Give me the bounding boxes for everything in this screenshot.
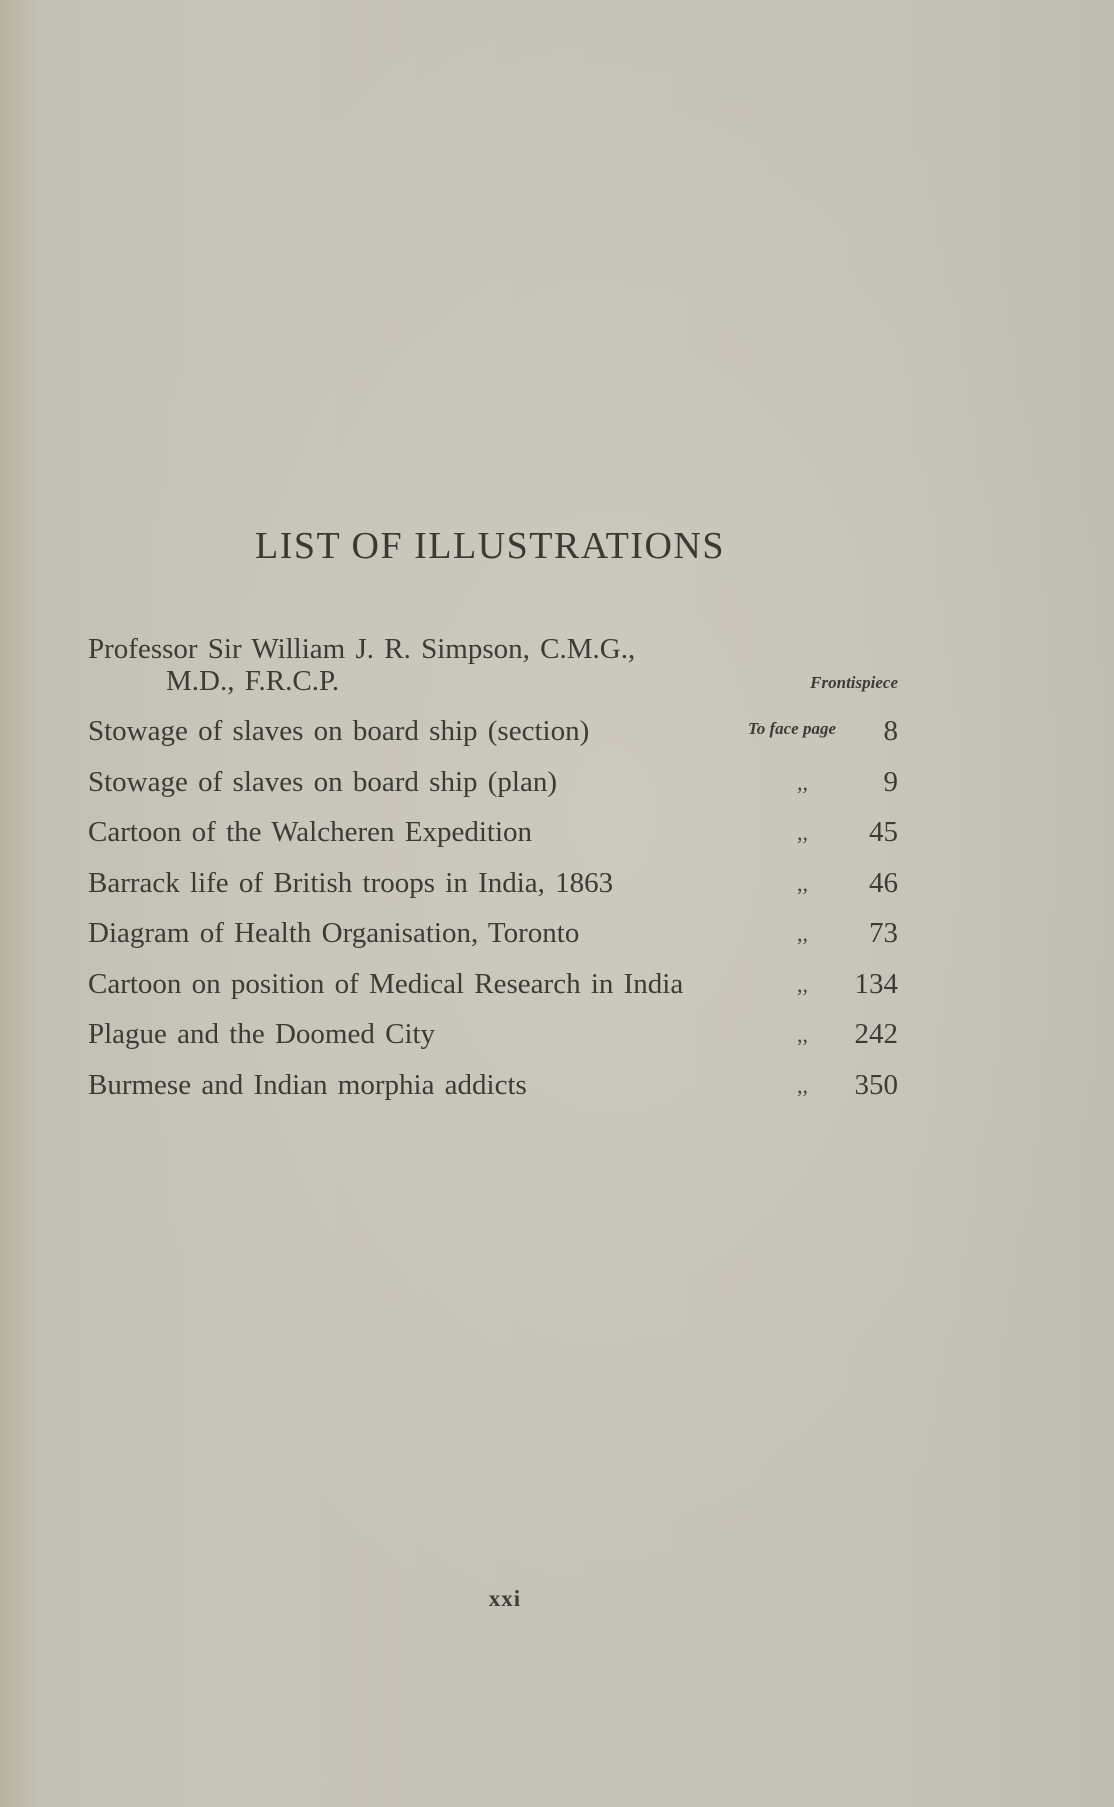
list-item (88, 816, 898, 867)
list-item (88, 715, 898, 766)
illustrations-list (88, 633, 898, 1119)
list-item (88, 867, 898, 918)
entry-text: Stowage of slaves on board ship (plan) (88, 765, 558, 798)
entry-page-number: 134 (854, 967, 898, 1000)
entry-page-number: 45 (869, 816, 898, 848)
entry-page-number: 46 (869, 866, 898, 899)
entry-ditto-mark: ,, (797, 769, 808, 795)
entry-text: Diagram of Health Organisation, Toronto (88, 917, 580, 949)
entry-ditto-mark: ,, (797, 971, 808, 997)
entry-text: Cartoon on position of Medical Research in India (88, 967, 684, 1000)
page-title: LIST OF ILLUSTRATIONS (255, 525, 725, 567)
entry-text-line2: M.D., F.R.C.P. (166, 665, 340, 697)
entry-page-number: 242 (854, 1018, 898, 1050)
list-item (88, 1018, 898, 1069)
entry-ditto-mark: ,, (797, 921, 808, 946)
entry-text: Plague and the Doomed City (88, 1018, 436, 1050)
entry-ditto-mark: ,, (797, 870, 808, 896)
list-item (88, 968, 898, 1019)
entry-text-line1: Professor Sir William J. R. Simpson, C.M.G., (88, 633, 636, 665)
entry-ditto-mark: ,, (797, 820, 808, 845)
entry-page-number: 8 (883, 715, 898, 747)
entry-text: Cartoon of the Walcheren Expedition (88, 816, 532, 848)
entry-ditto-mark: ,, (797, 1022, 808, 1047)
entry-ditto-mark: ,, (797, 1072, 808, 1098)
entry-text: Barrack life of British troops in India, 1863 (88, 866, 614, 899)
frontispiece-label: Frontispiece (810, 673, 898, 692)
entry-text: Burmese and Indian morphia addicts (88, 1068, 527, 1101)
list-item (88, 917, 898, 968)
list-item-frontispiece (88, 633, 898, 715)
entry-page-number: 9 (883, 765, 898, 798)
entry-qualifier: To face page (747, 719, 836, 738)
entry-text: Stowage of slaves on board ship (section) (88, 715, 590, 747)
page-number-folio: xxi (488, 1586, 522, 1611)
entry-page-number: 350 (854, 1068, 898, 1101)
list-item (88, 1069, 898, 1120)
list-item (88, 766, 898, 817)
entry-page-number: 73 (869, 917, 898, 949)
